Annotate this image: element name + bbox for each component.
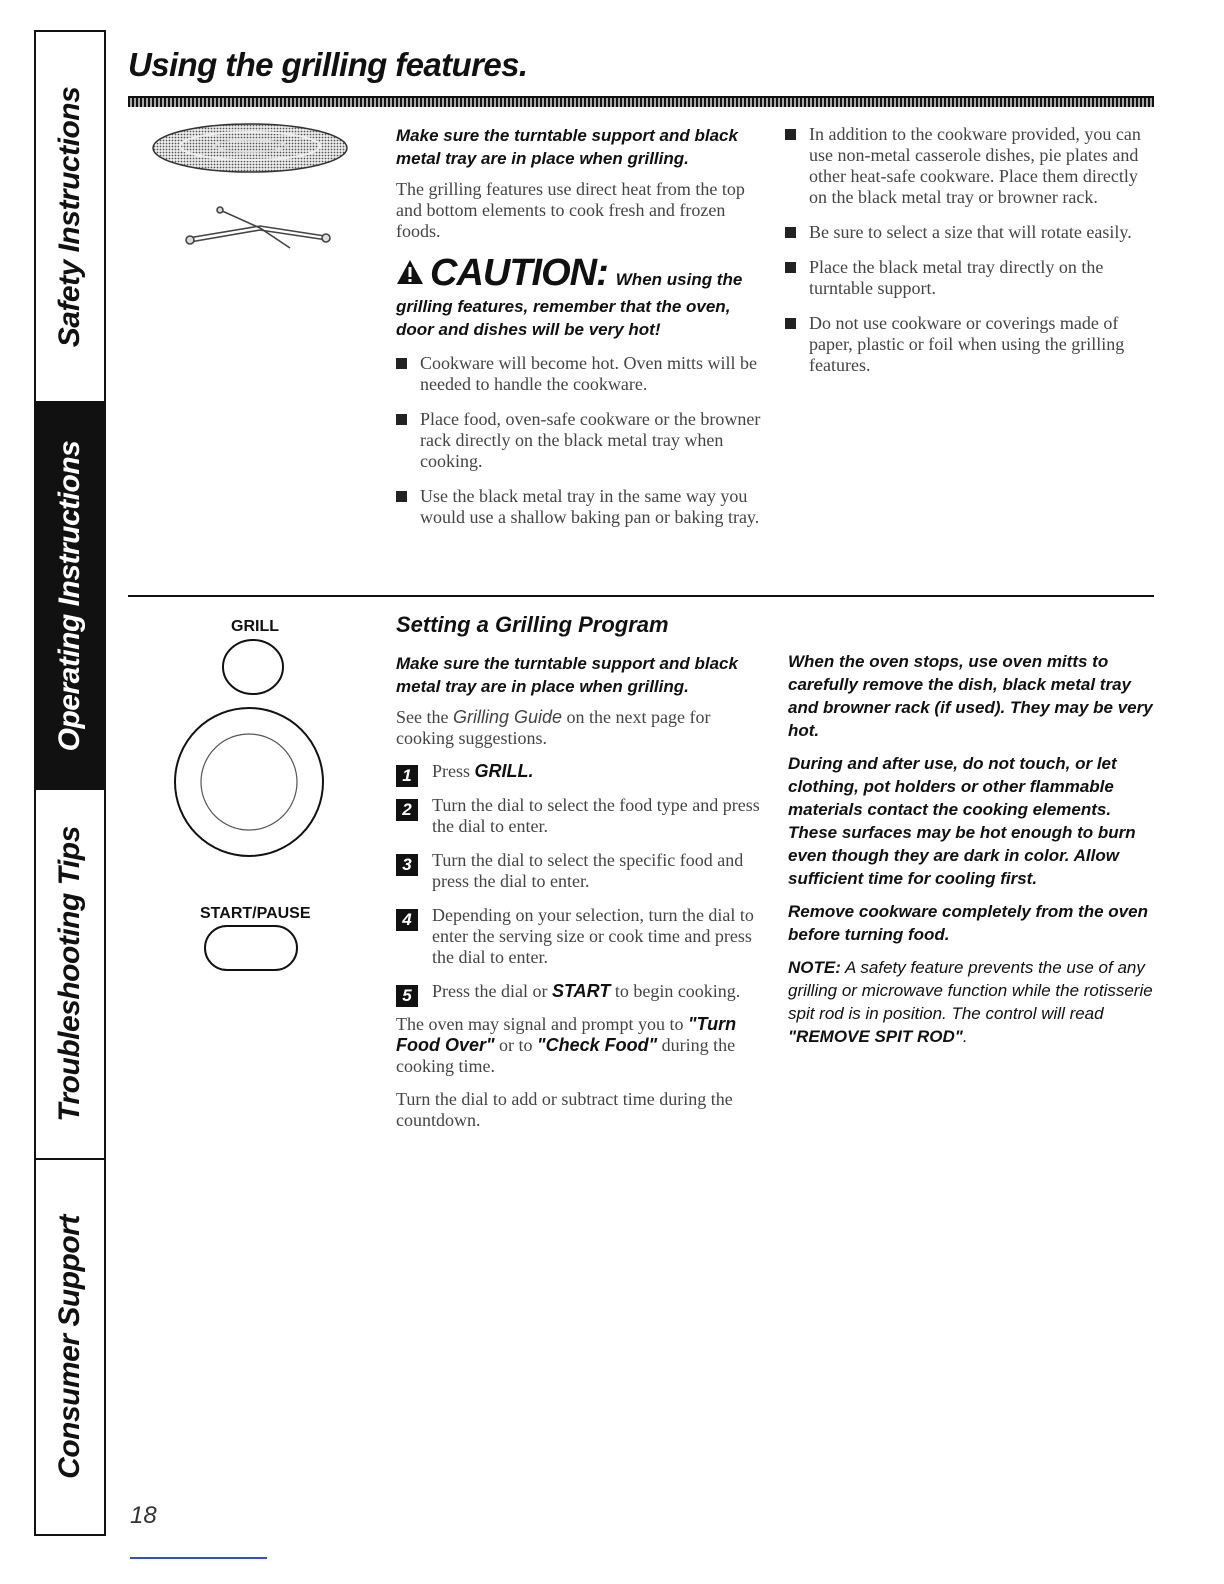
cookware-bullets	[785, 124, 1150, 376]
note-end: .	[962, 1027, 968, 1046]
check-food-prompt: "Check Food"	[537, 1035, 658, 1055]
page-number: 18	[130, 1502, 157, 1529]
warning-hot-elements: During and after use, do not touch, or let clothing, pot holders or other flammable materials contact the cooking elements. These surfaces may be hot enough to burn even though they are dark in color. Allow sufficient time for cooling first.	[788, 754, 1136, 888]
warning-remove-cookware: Remove cookware completely from the oven before turning food.	[788, 902, 1148, 944]
step-item	[396, 795, 771, 837]
tab-operating-instructions[interactable]	[36, 403, 104, 790]
safety-note	[788, 956, 1153, 1048]
step-item	[396, 981, 771, 1005]
tab-label: Consumer Support	[53, 1215, 86, 1479]
title-rule	[128, 96, 1154, 107]
grilling-description: The grilling features use direct heat from the top and bottom elements to cook fresh and frozen foods.	[396, 179, 745, 241]
caution-lead: When using the	[615, 270, 743, 289]
page-title: Using the grilling features.	[128, 46, 528, 83]
tab-troubleshooting-tips[interactable]	[36, 790, 104, 1160]
turntable-support-illustration	[186, 207, 330, 248]
remove-spit-rod-message: "REMOVE SPIT ROD"	[788, 1027, 963, 1046]
caution-text: grilling features, remember that the oven, door and dishes will be very hot!	[396, 297, 731, 339]
list-item: Place the black metal tray directly on the turntable support.	[785, 257, 1150, 299]
step-text-end: to begin cooking.	[614, 981, 741, 1001]
grill-label: GRILL	[231, 618, 279, 635]
warning-oven-mitts: When the oven stops, use oven mitts to carefully remove the dish, black metal tray and browner rack (if used). They may be very hot.	[788, 652, 1153, 740]
step-text: Turn the dial to select the food type and press the dial to enter.	[432, 795, 760, 836]
step-number: 5	[396, 985, 418, 1007]
see-suffix: on the next page for cooking suggestions.	[396, 707, 711, 748]
start-pause-label: START/PAUSE	[200, 905, 311, 922]
grilling-program	[396, 612, 771, 1131]
step-text: Depending on your selection, turn the dial to enter the serving size or cook time and press the dial to enter.	[432, 905, 754, 967]
step-item	[396, 905, 771, 968]
turntable-tray-illustration	[150, 118, 350, 258]
program-tray-reminder: Make sure the turntable support and black metal tray are in place when grilling.	[396, 654, 738, 696]
section-divider	[128, 595, 1154, 597]
step-text: Press the dial or	[432, 981, 548, 1001]
grilling-warnings	[788, 650, 1153, 1048]
step-number: 2	[396, 799, 418, 821]
list-item: Be sure to select a size that will rotate easily.	[785, 222, 1150, 243]
note-text: A safety feature prevents the use of any grilling or microwave function while the rotisserie spit rod is in position. The control will read	[788, 958, 1153, 1023]
caution-bullets	[396, 353, 766, 528]
grill-button-icon[interactable]	[220, 638, 286, 696]
signal-text: The oven may signal and prompt you to	[396, 1014, 684, 1034]
tab-consumer-support[interactable]	[36, 1160, 104, 1534]
list-item: In addition to the cookware provided, you can use non-metal casserole dishes, pie plates and other heat-safe cookware. Place them directly on the black metal tray or browner rack.	[785, 124, 1150, 208]
tab-safety-instructions[interactable]	[36, 32, 104, 403]
list-item: Cookware will become hot. Oven mitts will be needed to handle the cookware.	[396, 353, 766, 395]
tab-label: Troubleshooting Tips	[53, 826, 86, 1122]
signal-or: or to	[499, 1035, 533, 1055]
turn-food-over-prompt: "Turn Food Over"	[396, 1014, 737, 1055]
step-number: 3	[396, 854, 418, 876]
oven-signal-note	[396, 1014, 771, 1077]
cookware-tips	[785, 124, 1150, 376]
signal-text-end: during the cooking time.	[396, 1035, 736, 1076]
tab-label: Safety Instructions	[53, 86, 86, 347]
list-item: Use the black metal tray in the same way you would use a shallow baking pan or baking tray.	[396, 486, 766, 528]
caution-heading	[396, 252, 766, 295]
grilling-intro	[396, 124, 766, 528]
tray-reminder: Make sure the turntable support and black metal tray are in place when grilling.	[396, 126, 738, 168]
grilling-guide-link[interactable]: Grilling Guide	[452, 707, 563, 727]
step-number: 4	[396, 909, 418, 931]
footer-link-underline	[130, 1557, 267, 1559]
program-heading: Setting a Grilling Program	[396, 612, 669, 637]
section-tabs	[34, 30, 106, 1536]
see-prefix: See the	[396, 707, 449, 727]
list-item: Place food, oven-safe cookware or the browner rack directly on the black metal tray when cooking.	[396, 409, 766, 472]
caution-label: CAUTION:	[430, 252, 608, 294]
step-number: 1	[396, 765, 418, 787]
grilling-guide-reference	[396, 707, 771, 749]
dial-knob-icon[interactable]	[172, 705, 326, 859]
step-text: Press	[432, 761, 471, 781]
step-emphasis: GRILL.	[474, 761, 534, 781]
step-text: Turn the dial to select the specific food and press the dial to enter.	[432, 850, 744, 891]
list-item: Do not use cookware or coverings made of paper, plastic or foil when using the grilling features.	[785, 313, 1150, 376]
adjust-time-note: Turn the dial to add or subtract time during the countdown.	[396, 1089, 733, 1130]
tab-label: Operating Instructions	[53, 440, 86, 751]
step-item	[396, 761, 771, 785]
step-item	[396, 850, 771, 892]
start-pause-button-icon[interactable]	[203, 924, 299, 972]
warning-triangle-icon	[396, 259, 424, 285]
note-label: NOTE:	[788, 958, 841, 977]
step-emphasis: START	[551, 981, 611, 1001]
program-steps	[396, 761, 771, 1005]
